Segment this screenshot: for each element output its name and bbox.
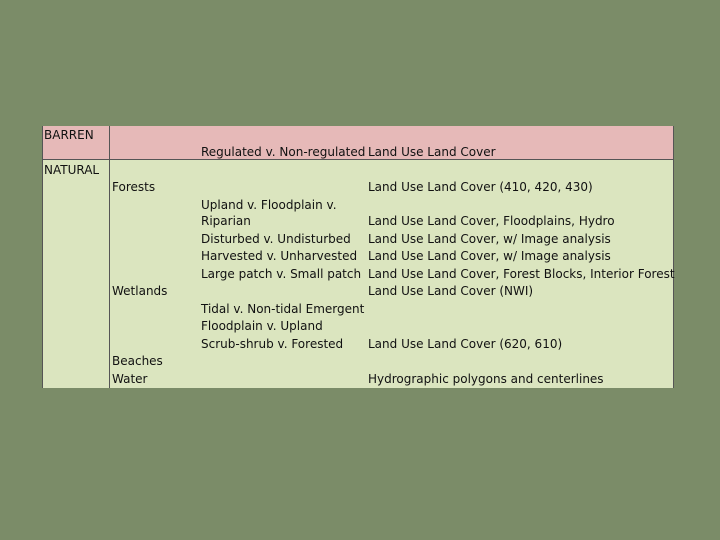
wetlands-label: Wetlands bbox=[112, 284, 168, 298]
water-label: Water bbox=[112, 372, 148, 386]
wetland-attribute: Tidal v. Non-tidal Emergent bbox=[201, 302, 365, 316]
forest-data-source: Land Use Land Cover, w/ Image analysis bbox=[368, 232, 611, 246]
beaches-label: Beaches bbox=[112, 354, 163, 368]
wetland-data-source: Land Use Land Cover (620, 610) bbox=[368, 337, 563, 351]
forest-data-source: Land Use Land Cover (410, 420, 430) bbox=[368, 180, 593, 194]
forest-attribute: Harvested v. Unharvested bbox=[201, 249, 358, 263]
header-land-use: Land Use Land Cover bbox=[368, 145, 496, 159]
forest-attribute: Upland v. Floodplain v. bbox=[201, 198, 337, 212]
water-data-source: Hydrographic polygons and centerlines bbox=[368, 372, 604, 386]
barren-label: BARREN bbox=[44, 128, 94, 142]
column-divider bbox=[673, 126, 674, 388]
wetland-attribute: Scrub-shrub v. Forested bbox=[201, 337, 344, 351]
forest-attribute: Riparian bbox=[201, 214, 251, 228]
wetland-data-source: Land Use Land Cover (NWI) bbox=[368, 284, 534, 298]
forest-data-source: Land Use Land Cover, w/ Image analysis bbox=[368, 249, 611, 263]
wetland-attribute: Floodplain v. Upland bbox=[201, 319, 323, 333]
forest-attribute: Large patch v. Small patch bbox=[201, 267, 362, 281]
header-regulated: Regulated v. Non-regulated bbox=[201, 145, 366, 159]
natural-label: NATURAL bbox=[44, 163, 100, 177]
column-divider bbox=[109, 126, 110, 388]
forest-data-source: Land Use Land Cover, Forest Blocks, Interior Forest bbox=[368, 267, 675, 281]
forests-label: Forests bbox=[112, 180, 156, 194]
forest-attribute: Disturbed v. Undisturbed bbox=[201, 232, 351, 246]
column-divider bbox=[42, 126, 43, 388]
forest-data-source: Land Use Land Cover, Floodplains, Hydro bbox=[368, 214, 615, 228]
